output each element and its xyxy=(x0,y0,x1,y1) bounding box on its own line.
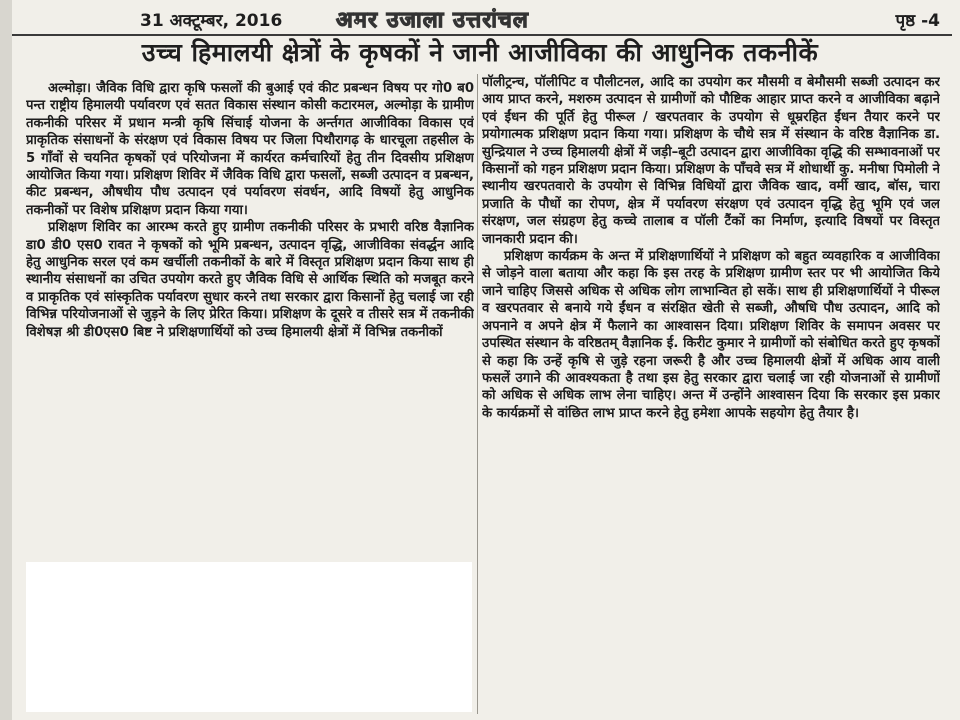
article-paragraph: प्रशिक्षण कार्यक्रम के अन्त में प्रशिक्षणार्थियों ने प्रशिक्षण को बहुत व्यवहारिक व आजीविका से जोड़ने वाला बताया और कहा कि इस तरह के प्रशिक्षण ग्रामीण स्तर पर भी आयोजित किये जाने चाहिए जिससे अधिक से अधिक लोग लाभान्वित हो सकें। साथ ही प्रशिक्षणार्थियों ने पीरूल व खरपतवार से बनाये गये ईंधन व संरक्षित खेती से सब्जी, औषधि पौध उत्पादन, आदि को अपनाने व अपने क्षेत्र में फैलाने का आश्वासन दिया। प्रशिक्षण शिविर के समापन अवसर पर उपस्थित संस्थान के वरिष्ठतम् वैज्ञानिक ई. किरीट कुमार ने ग्रामीणों को संबोधित करते हुए कृषकों से कहा कि उन्हें कृषि से जुड़े रहना जरूरी है और उच्च हिमालयी क्षेत्रों में अधिक आय वाली फसलें उगाने की आवश्यकता है तथा इस हेतु सरकार द्वारा चलाई जा रही योजनाओं से ग्रामीणों को अधिक से अधिक लाभ लेना चाहिए। अन्त में उन्होंने आश्वासन दिया कि सरकार इस प्रकार के कार्यक्रमों से वांछित लाभ प्राप्त करने हेतु हमेशा आपके सहयोग हेतु तैयार है। xyxy=(482,249,940,421)
issue-date: 31 अक्टूम्बर, 2016 xyxy=(140,11,283,31)
article-paragraph xyxy=(26,80,474,219)
article-paragraph: प्रशिक्षण शिविर का आरम्भ करते हुए ग्रामीण तकनीकी परिसर के प्रभारी वरिष्ठ वैज्ञानिक डा0 डी0 एस0 रावत ने कृषकों को भूमि प्रबन्धन, उत्पादन वृद्धि, आजीविका संवर्द्धन आदि हेतु आधुनिक सरल एवं कम खर्चीली तकनीकों के बारे में विस्तृत प्रशिक्षण प्रदान किया साथ ही स्थानीय संसाधनों का उचित उपयोग करते हुए जैविक विधि से आर्थिक स्थिति को मजबूत करने व प्राकृतिक एवं सांस्कृतिक पर्यावरण सुधार करने तथा सरकार द्वारा किसानों हेतु चलाई जा रही विभिन्न परियोजनाओं से जुड़ने के लिए प्रेरित किया। प्रशिक्षण के दूसरे व तीसरे सत्र में तकनीकी विशेषज्ञ श्री डी0एस0 बिष्ट ने प्रशिक्षणार्थियों को उच्च हिमालयी क्षेत्रों में विभिन्न तकनीकों xyxy=(26,220,474,340)
page-number: पृष्ठ -4 xyxy=(895,11,940,31)
paragraph-text: जैविक विधि द्वारा कृषि फसलों की बुआई एवं कीट प्रबन्धन विषय पर गो0 ब0 पन्त राष्ट्रीय हिमालयी पर्यावरण एवं सतत विकास संस्थान कोसी कटारमल, अल्मोड़ा के ग्रामीण तकनीकी परिसर में प्रधान मन्त्री कृषि सिंचाई योजना के अर्न्तगत आजीविका विकास एवं प्राकृतिक संसाधनों के संरक्षण एवं विकास विषय पर जिला पिथौरागढ़ के धारचूला तहसील के 5 गाँवों से चयनित कृषकों एवं परियोजना में कार्यरत कर्मचारियों हेतु तीन दिवसीय प्रशिक्षण आयोजित किया गया। प्रशिक्षण शिविर में जैविक विधि द्वारा फसलों, सब्जी उत्पादन व प्रबन्धन, कीट प्रबन्धन, औषधीय पौध उत्पादन एवं पर्यावरण संवर्धन, आदि विषयों हेतु आधुनिक तकनीकों पर विशेष प्रशिक्षण प्रदान किया गया। xyxy=(26,81,474,218)
article-left-column xyxy=(26,80,474,562)
masthead-rule xyxy=(12,34,952,36)
article-paragraph: पॉलीट्रन्च, पॉलीपिट व पौलीटनल, आदि का उपयोग कर मौसमी व बेमौसमी सब्जी उत्पादन कर आय प्राप्त करने, मशरुम उत्पादन से ग्रामीणों को पौष्टिक आहार प्राप्त करने व आजीविका बढ़ाने एवं ईंधन की पूर्ति हेतु पीरूल / खरपतवार के उपयोग से धूम्ररहित ईंधन तैयार करने पर प्रयोगात्मक प्रशिक्षण प्रदान किया गया। प्रशिक्षण के चौथे सत्र में संस्थान के वरिष्ठ वैज्ञानिक डा. सुन्द्रियाल ने उच्च हिमालयी क्षेत्रों में जड़ी–बूटी उत्पादन द्वारा आजीविका वृद्धि की सम्भावनाओं पर किसानों को गहन प्रशिक्षण प्रदान किया। प्रशिक्षण के पाँचवे सत्र में शोधार्थी कु. मनीषा पिमोली ने स्थानीय खरपतवारो के उपयोग से विभिन्न विधियों द्वारा जैविक खाद, वर्मी खाद, बॉस, चारा प्रजाति के पौधों का रोपण, क्षेत्र में पर्यावरण संरक्षण एवं उत्पादन वृद्धि हेतु भूमि एवं जल संरक्षण, जल संग्रहण हेतु कच्चे तालाब व पॉली टैंकों का निर्माण, इत्यादि विषयों पर विस्तृत जानकारी प्रदान की। xyxy=(482,75,940,247)
column-divider xyxy=(477,74,478,714)
newspaper-name: अमर उजाला उत्तरांचल xyxy=(336,8,529,33)
blank-patch xyxy=(26,562,472,712)
headline: उच्च हिमालयी क्षेत्रों के कृषकों ने जानी आजीविका की आधुनिक तकनीकें xyxy=(141,38,819,67)
masthead xyxy=(140,4,950,34)
scan-edge xyxy=(0,0,12,720)
dateline: अल्मोड़ा। xyxy=(48,81,92,96)
article-right-column xyxy=(482,74,940,714)
